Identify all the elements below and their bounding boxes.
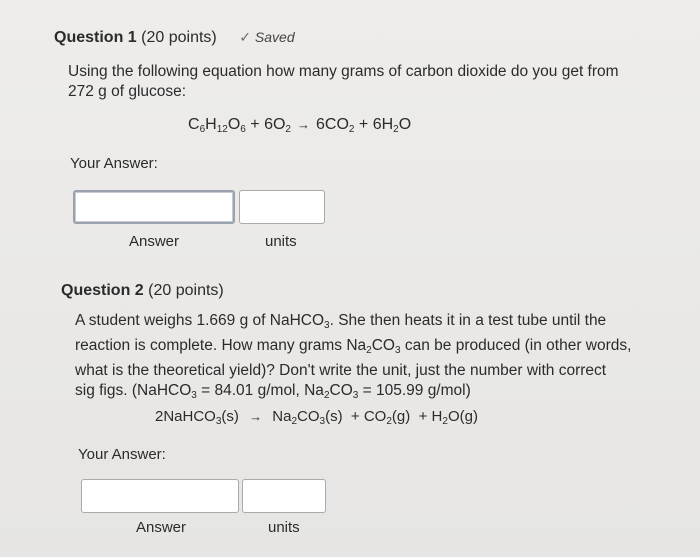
- checkmark-icon: ✓: [239, 29, 251, 45]
- saved-indicator: [239, 29, 294, 45]
- q1-prompt-line1: Using the following equation how many grams of carbon dioxide do you get from: [68, 63, 619, 80]
- q2-prompt-line2: reaction is complete. How many grams $Na_2CO_3$ can be produced (in other words,: [75, 337, 632, 356]
- q2-answer-label: Answer: [136, 519, 187, 536]
- q1-answer-input[interactable]: [73, 190, 235, 224]
- q1-answer-label: Answer: [129, 233, 180, 250]
- q1-prompt-line2: 272 g of glucose:: [68, 83, 187, 100]
- q2-points: (20 points): [148, 282, 224, 299]
- q1-points: (20 points): [141, 29, 217, 46]
- arrow-icon: →: [296, 117, 310, 132]
- q2-prompt-line4: sig figs. (NaHCO$_3$ = 84.01 g/mol, $Na_2CO_3 = 105.99$ g/mol): [75, 382, 471, 401]
- q2-your-answer-label: Your Answer:: [78, 446, 166, 463]
- q2-units-input[interactable]: [242, 479, 326, 513]
- q2-answer-input[interactable]: [81, 479, 239, 513]
- q2-header: [61, 282, 224, 300]
- q2-prompt-line1: A student weighs 1.669 g of NaHCO$_3$. She then heats it in a test tube until the: [75, 312, 607, 331]
- q1-units-label: units: [265, 233, 297, 250]
- q2-prompt-line3: what is the theoretical yield)? Don't write the unit, just the number with correct: [75, 362, 607, 379]
- q2-title: Question 2: [61, 282, 144, 299]
- q2-equation: 2NaHCO$_3$(s) → $Na_2CO_3(s) + CO_2(g) + H_2O(g)$: [155, 408, 478, 427]
- q1-units-input[interactable]: [239, 190, 325, 224]
- q2-units-label: units: [268, 519, 300, 536]
- saved-label: Saved: [254, 29, 295, 45]
- q1-your-answer-label: Your Answer:: [70, 155, 158, 172]
- q1-prompt: [68, 62, 619, 102]
- q2-prompt: [75, 311, 631, 406]
- q1-title: Question 1: [54, 29, 137, 46]
- q1-equation: $C_6H_{12}O_6 + 6O_2 \to 6CO_2 + 6H_2O$: [188, 116, 412, 135]
- arrow-icon: →: [249, 409, 263, 424]
- q1-header: [54, 29, 295, 47]
